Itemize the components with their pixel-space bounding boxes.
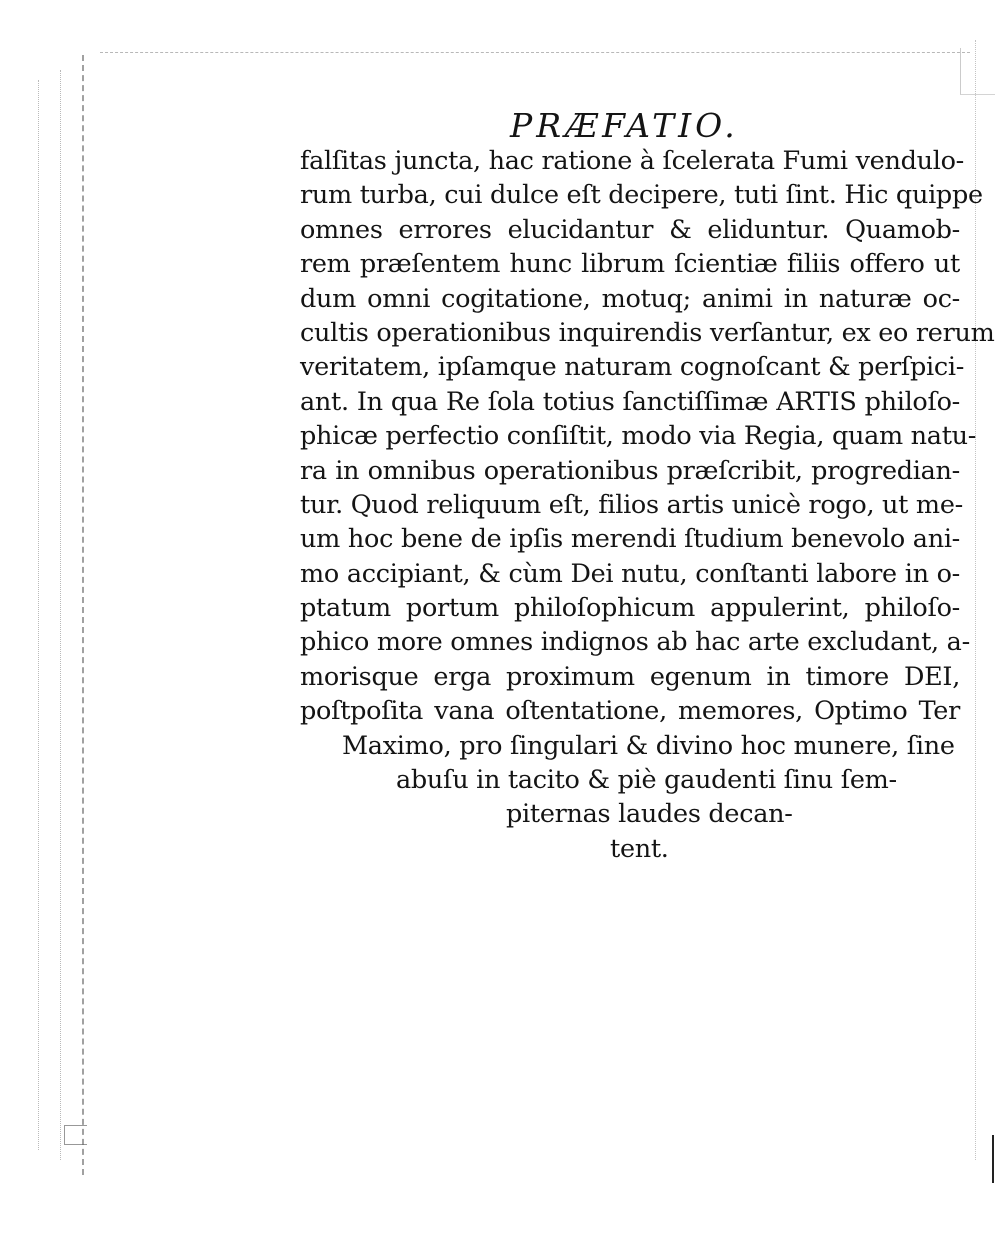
text-line-10: ra in omnibus operationibus præſcribit, progredian- <box>300 455 960 486</box>
text-line-9: phicæ perfectio conſiſtit, modo via Regia, quam natu- <box>300 421 977 452</box>
text-line-4: rem præſentem hunc librum ſcientiæ filiis offero ut <box>300 249 960 280</box>
page-header: PRÆFATIO. <box>510 106 739 145</box>
text-line-6: cultis operationibus inquirendis verſantur, ex eo rerum <box>300 317 995 348</box>
text-line-21: tent. <box>610 833 669 864</box>
text-line-15: phico more omnes indignos ab hac arte excludant, a- <box>300 627 970 658</box>
text-line-13: mo accipiant, & cùm Dei nutu, conſtanti labore in o- <box>300 558 960 589</box>
scan-edge-right-mark <box>992 1135 994 1183</box>
text-line-8: ant. In qua Re ſola totius ſanctiſſimæ ARTIS philoſo- <box>300 386 960 417</box>
text-line-18: Maximo, pro ſingulari & divino hoc munere, ſine <box>342 730 955 761</box>
scan-edge-left <box>82 55 84 1175</box>
text-line-2: rum turba, cui dulce eſt decipere, tuti ſint. Hic quippe <box>300 180 983 211</box>
scan-corner-scrap <box>960 48 995 95</box>
text-line-12: um hoc bene de ipſis merendi ſtudium benevolo ani- <box>300 524 960 555</box>
text-line-14: ptatum portum philoſophicum appulerint, philoſo- <box>300 593 960 624</box>
text-line-5: dum omni cogitatione, motuq; animi in naturæ oc- <box>300 283 960 314</box>
text-line-19: abuſu in tacito & piè gaudenti ſinu ſem- <box>396 765 897 796</box>
scan-edge-top <box>100 52 970 53</box>
body-text <box>300 144 995 866</box>
text-line-7: veritatem, ipſamque naturam cognoſcant & perſpici- <box>300 352 965 383</box>
scan-edge-left-inner <box>60 70 61 1160</box>
scan-edge-left-outer <box>38 80 39 1150</box>
text-line-16: morisque erga proximum egenum in timore DEI, <box>300 661 960 692</box>
text-line-3: omnes errores elucidantur & eliduntur. Quamob- <box>300 214 960 245</box>
text-line-1: falſitas juncta, hac ratione à ſcelerata Fumi vendulo- <box>300 146 964 176</box>
text-line-20: piternas laudes decan- <box>506 799 793 830</box>
text-line-17: poſtpoſita vana oſtentatione, memores, Optimo Ter <box>300 696 960 727</box>
text-line-11: tur. Quod reliquum eſt, filios artis unicè rogo, ut me- <box>300 489 963 520</box>
scan-left-bracket <box>64 1125 87 1145</box>
